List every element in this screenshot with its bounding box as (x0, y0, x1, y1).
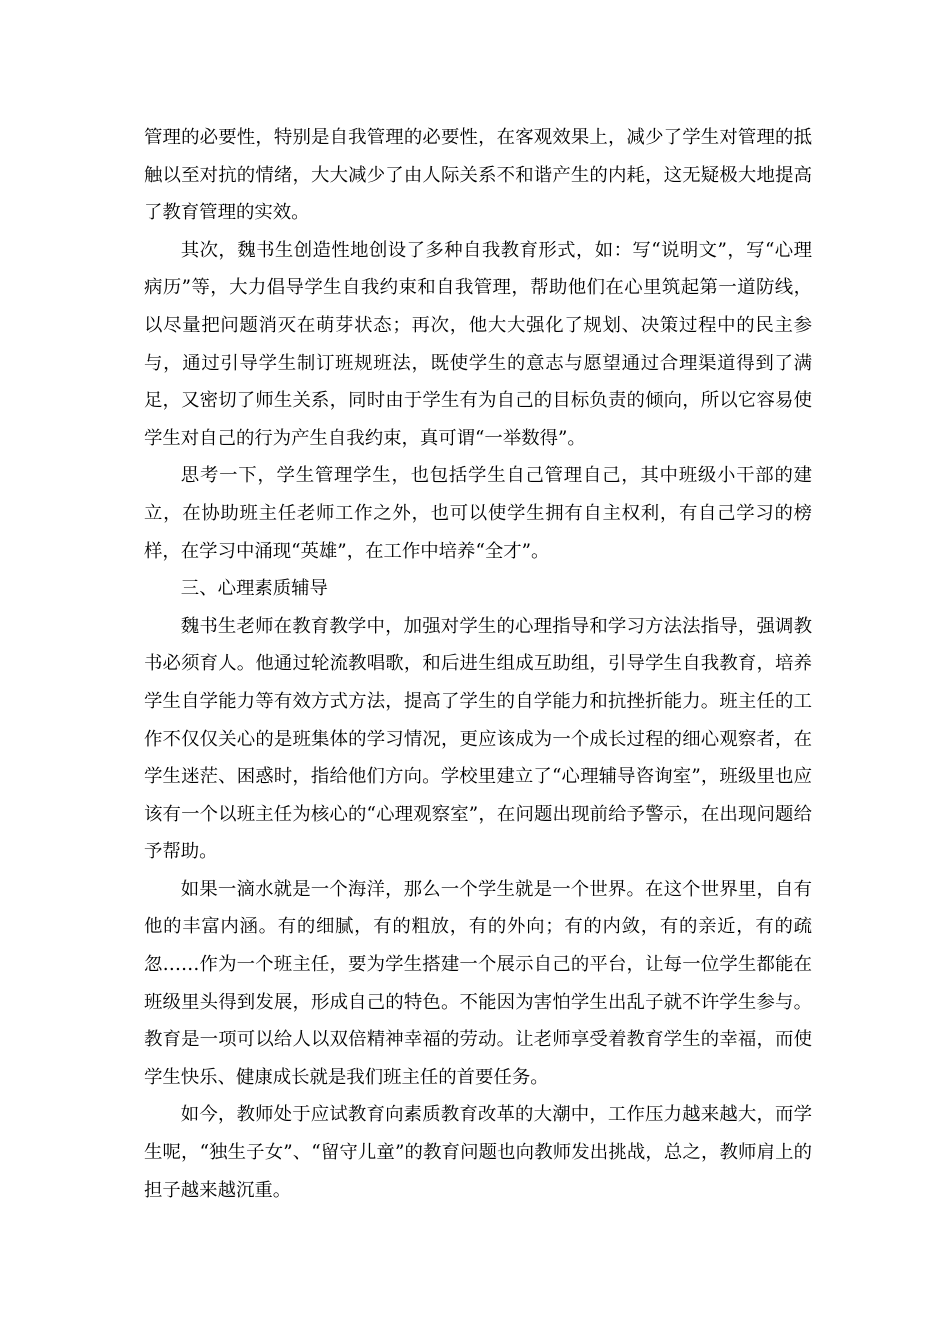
paragraph: 其次，魏书生创造性地创设了多种自我教育形式，如：写“说明文”，写“心理病历”等，大力倡导学生自我约束和自我管理，帮助他们在心里筑起第一道防线，以尽量把问题消灭在萌芽状态；再次，他大大强化了规划、决策过程中的民主参与，通过引导学生制订班规班法，既使学生的意志与愿望通过合理渠道得到了满足，又密切了师生关系，同时由于学生有为自己的目标负责的倾向，所以它容易使学生对自己的行为产生自我约束，真可谓“一举数得”。 (144, 239, 812, 449)
body-text (144, 119, 812, 1209)
paragraph: 思考一下，学生管理学生，也包括学生自己管理自己，其中班级小干部的建立，在协助班主任老师工作之外，也可以使学生拥有自主权利，有自己学习的榜样，在学习中涌现“英雄”，在工作中培养“全才”。 (144, 465, 812, 562)
paragraph: 如果一滴水就是一个海洋，那么一个学生就是一个世界。在这个世界里，自有他的丰富内涵。有的细腻，有的粗放，有的外向；有的内敛，有的亲近，有的疏忽……作为一个班主任，要为学生搭建一个展示自己的平台，让每一位学生都能在班级里头得到发展，形成自己的特色。不能因为害怕学生出乱子就不许学生参与。教育是一项可以给人以双倍精神幸福的劳动。让老师享受着教育学生的幸福，而使学生快乐、健康成长就是我们班主任的首要任务。 (144, 878, 812, 1088)
paragraph-continued: 管理的必要性，特别是自我管理的必要性，在客观效果上，减少了学生对管理的抵触以至对抗的情绪，大大减少了由人际关系不和谐产生的内耗，这无疑极大地提高了教育管理的实效。 (144, 127, 812, 224)
paragraph: 如今，教师处于应试教育向素质教育改革的大潮中，工作压力越来越大，而学生呢，“独生子女”、“留守儿童”的教育问题也向教师发出挑战，总之，教师肩上的担子越来越沉重。 (144, 1104, 812, 1201)
paragraph: 魏书生老师在教育教学中，加强对学生的心理指导和学习方法法指导，强调教书必须育人。他通过轮流教唱歌，和后进生组成互助组，引导学生自我教育，培养学生自学能力等有效方式方法，提高了学生的自学能力和抗挫折能力。班主任的工作不仅仅关心的是班集体的学习情况，更应该成为一个成长过程的细心观察者，在学生迷茫、困惑时，指给他们方向。学校里建立了“心理辅导咨询室”，班级里也应该有一个以班主任为核心的“心理观察室”，在问题出现前给予警示，在出现问题给予帮助。 (144, 615, 812, 863)
section-heading: 三、心理素质辅导 (180, 578, 328, 600)
